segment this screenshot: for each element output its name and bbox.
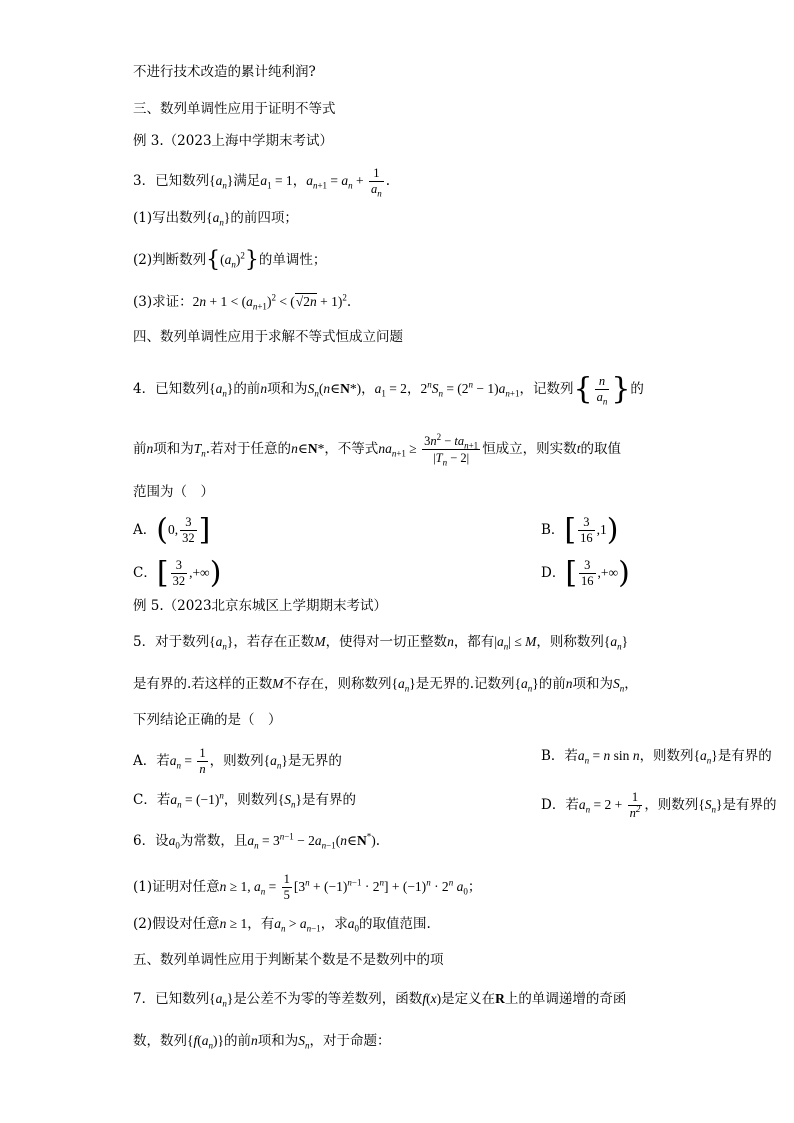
option-c: C．若$a_n = (-1)^n$，则数列$\{S_n\}$是有界的 [133, 790, 357, 810]
problem-4: 4．已知数列$\{a_n\}$的前n项和为$S_n(n\in N*)$，$a_1 = 2$，$2^nS_n = (2^n - 1)a_{n+1}$，记数列{ $\frac{n}{a_n}$ }的 [133, 371, 644, 407]
section-heading: 四、数列单调性应用于求解不等式恒成立问题 [133, 329, 403, 345]
problem-7: 7．已知数列$\{a_n\}$是公差不为零的等差数列，函数f(x)是定义在R上的单调递增的奇函 [133, 991, 627, 1009]
text-line: 不进行技术改造的累计纯利润? [133, 64, 316, 80]
option-5-cd [133, 790, 777, 820]
option-b: B．[ $\frac{3}{16}$ ,1) [541, 512, 619, 548]
option-a: A．(0, $\frac{3}{32}$ ] [133, 512, 211, 548]
section-heading: 三、数列单调性应用于证明不等式 [133, 101, 336, 117]
section-heading: 五、数列单调性应用于判断某个数是不是数列中的项 [133, 952, 444, 968]
problem-6: 6．设$a_0$为常数，且$a_n = 3^{n-1}$ − $2a_{n-1}(n\in N^*)$. [133, 831, 381, 851]
option-4-cd [133, 555, 630, 591]
problem-3: 3．已知数列$\{a_n\}$满足$a_1 = 1$，$a_{n+1} = a_n$ + $\frac{1}{a_n}$ . [133, 166, 391, 199]
question-3-2: (2)判断数列$\{(a_n)^2\}$的单调性； [133, 247, 327, 273]
option-d: D．[ $\frac{3}{16}$ ,+∞) [541, 555, 630, 591]
option-4-ab [133, 512, 619, 548]
problem-5: 5．对于数列$\{a_n\}$，若存在正数M，使得对一切正整数n，都有$|a_n| \le M$，则称数列$\{a_n\}$ [133, 634, 629, 652]
problem-4-cont: 前n项和为$T_n$.若对于任意的n∈N*，不等式$na_{n+1}$ ≥ $\frac{3n^2 - ta_{n+1}}{|T_n - 2|}$ 恒成立，则实数t的取值 [133, 431, 621, 468]
question-6-2: (2)假设对任意n ≥ 1，有$a_n > a_{n-1}$，求$a_0$的取值范围. [133, 916, 431, 934]
question-3-3: (3)求证：$2n + 1 < (a_{n+1})^2 < (√2n + 1)^2$. [133, 292, 352, 312]
problem-4-range: 范围为（ ） [133, 484, 214, 500]
problem-7-cont: 数，数列$\{f(a_n)\}$的前n项和为$S_n$，对于命题： [133, 1033, 391, 1051]
option-5-ab [133, 746, 772, 777]
problem-5-prompt: 下列结论正确的是（ ） [133, 712, 282, 728]
example-label: 例 3.（2023上海中学期末考试） [133, 133, 334, 149]
option-c: C．[ $\frac{3}{32}$ ,+∞) [133, 555, 222, 591]
question-6-1: (1)证明对任意n ≥ 1, $a_n$ = $\frac{1}{5}$ $[3^n + (-1)^{n-1} \cdot 2^n] + (-1)^n \cdot 2^n$ $a_0$； [133, 872, 482, 902]
problem-5-cont: 是有界的.若这样的正数M不存在，则称数列$\{a_n\}$是无界的.记数列$\{a_n\}$的前n项和为$S_n$， [133, 676, 638, 694]
option-b: B．若$a_n = n$ sin n，则数列$\{a_n\}$是有界的 [541, 748, 772, 766]
option-d: D．若$a_n = 2$ + $\frac{1}{n^2}$ ，则数列$\{S_n\}$是有界的 [541, 790, 777, 820]
example-label: 例 5.（2023北京东城区上学期期末考试） [133, 598, 388, 614]
question-3-1: (1)写出数列$\{a_n\}$的前四项； [133, 210, 298, 228]
option-a: A．若$a_n$ = $\frac{1}{n}$ ，则数列$\{a_n\}$是无界的 [133, 746, 342, 776]
